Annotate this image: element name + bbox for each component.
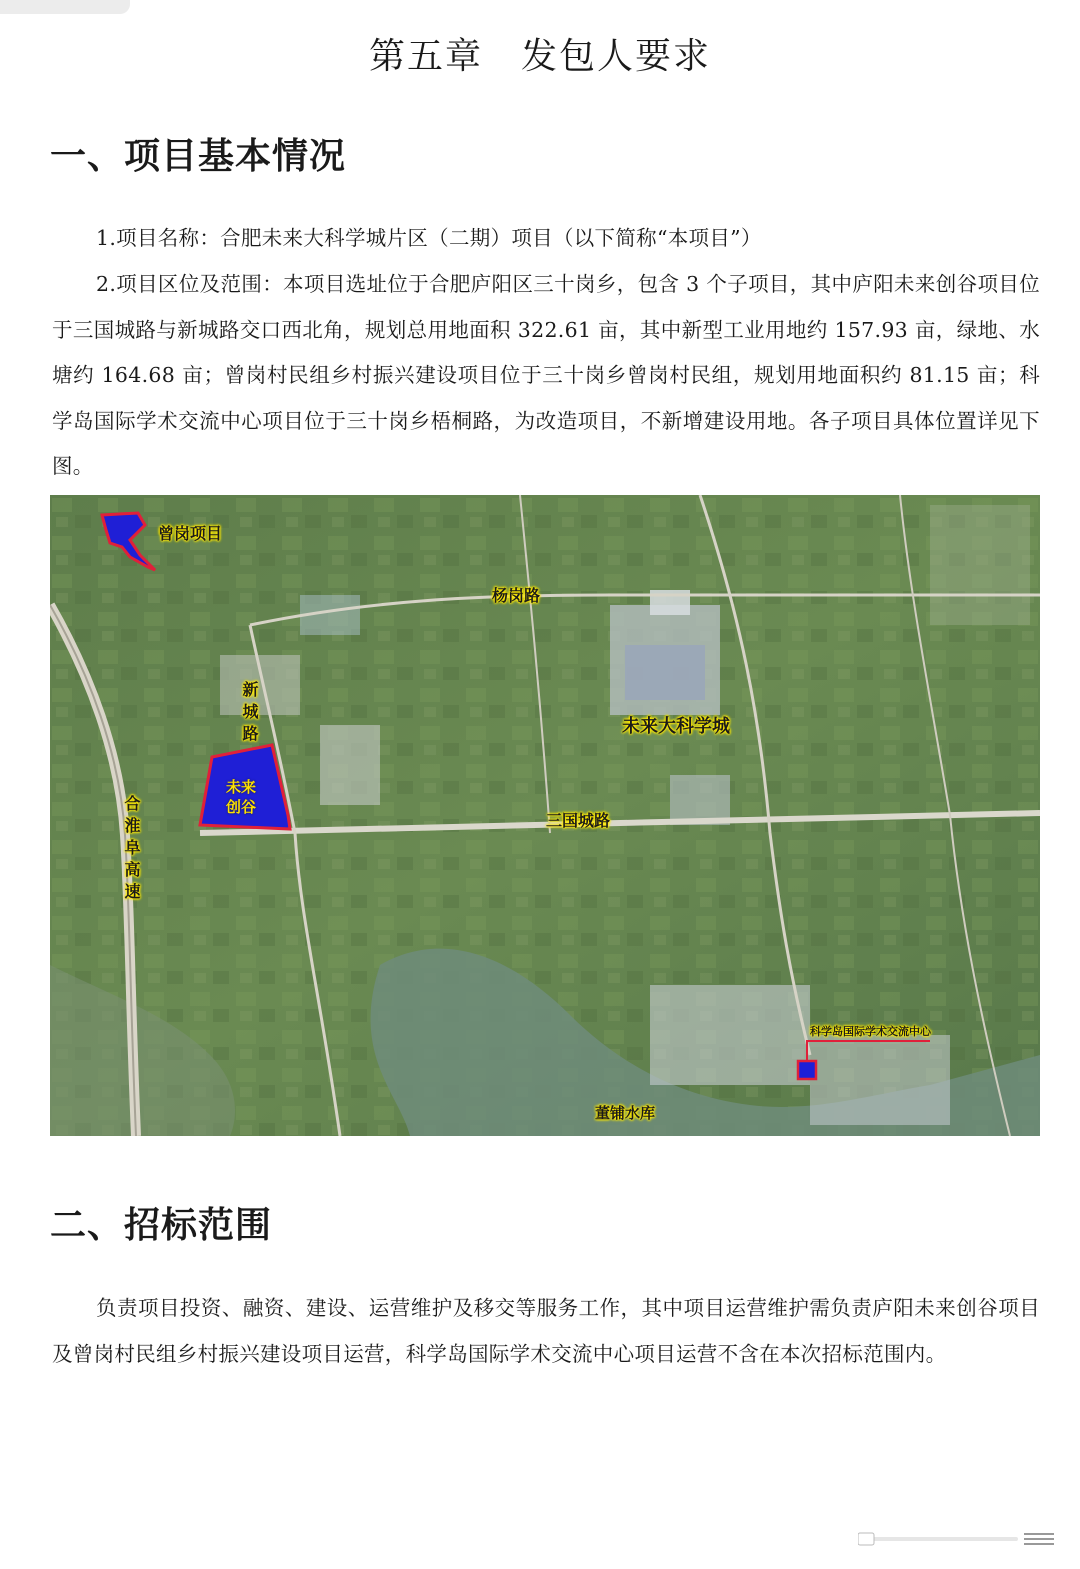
project-location-paragraph: 2.项目区位及范围：本项目选址位于合肥庐阳区三十岗乡，包含 3 个子项目，其中庐阳未来创谷项目位于三国城路与新城路交口西北角，规划总用地面积 322.61 亩，其中新型工业用地约 157.93 亩，绿地、水塘约 164.68 亩；曾岗村民组乡村振兴建设项目位于三十岗乡曾岗村民组，规划用地面积约 81.15 亩；科学岛国际学术交流中心项目位于三十岗乡梧桐路，为改造项目，不新增建设用地。各子项目具体位置详见下图。 [52, 272, 1040, 478]
satellite-map-graphic [50, 495, 1040, 1136]
section-heading-bidding-scope: 二、招标范围 [50, 1205, 273, 1246]
map-label-chuanggu-line1: 未来 [226, 778, 257, 796]
bidding-scope-paragraph: 负责项目投资、融资、建设、运营维护及移交等服务工作，其中项目运营维护需负责庐阳未来创谷项目及曾岗村民组乡村振兴建设项目运营，科学岛国际学术交流中心项目运营不含在本次招标范围内。 [52, 1296, 1040, 1366]
map-label-science-island: 科学岛国际学术交流中心 [810, 1025, 931, 1038]
map-label-expressway: 合淮阜高速 [122, 795, 141, 905]
science-island-site-marker [798, 1061, 816, 1079]
map-label-dongpu-reservoir: 董铺水库 [595, 1104, 656, 1122]
section-heading-basic-info: 一、项目基本情况 [50, 136, 347, 177]
top-tab [0, 0, 130, 14]
map-label-chuanggu [226, 777, 256, 817]
map-label-chuanggu-line2: 创谷 [226, 798, 257, 816]
map-label-zenggang: 曾岗项目 [158, 524, 223, 543]
location-map [50, 495, 1040, 1136]
chapter-title: 第五章 发包人要求 [368, 36, 711, 77]
project-name-paragraph: 1.项目名称：合肥未来大科学城片区（二期）项目（以下简称“本项目”） [96, 226, 762, 250]
map-label-yanggang-road: 杨岗路 [492, 586, 541, 605]
map-label-xincheng-road: 新城路 [240, 681, 259, 747]
map-label-future-science-city: 未来大科学城 [622, 716, 730, 737]
scroll-indicator-icon[interactable] [858, 1531, 1058, 1547]
map-label-sanguocheng-road: 三国城路 [546, 811, 611, 830]
